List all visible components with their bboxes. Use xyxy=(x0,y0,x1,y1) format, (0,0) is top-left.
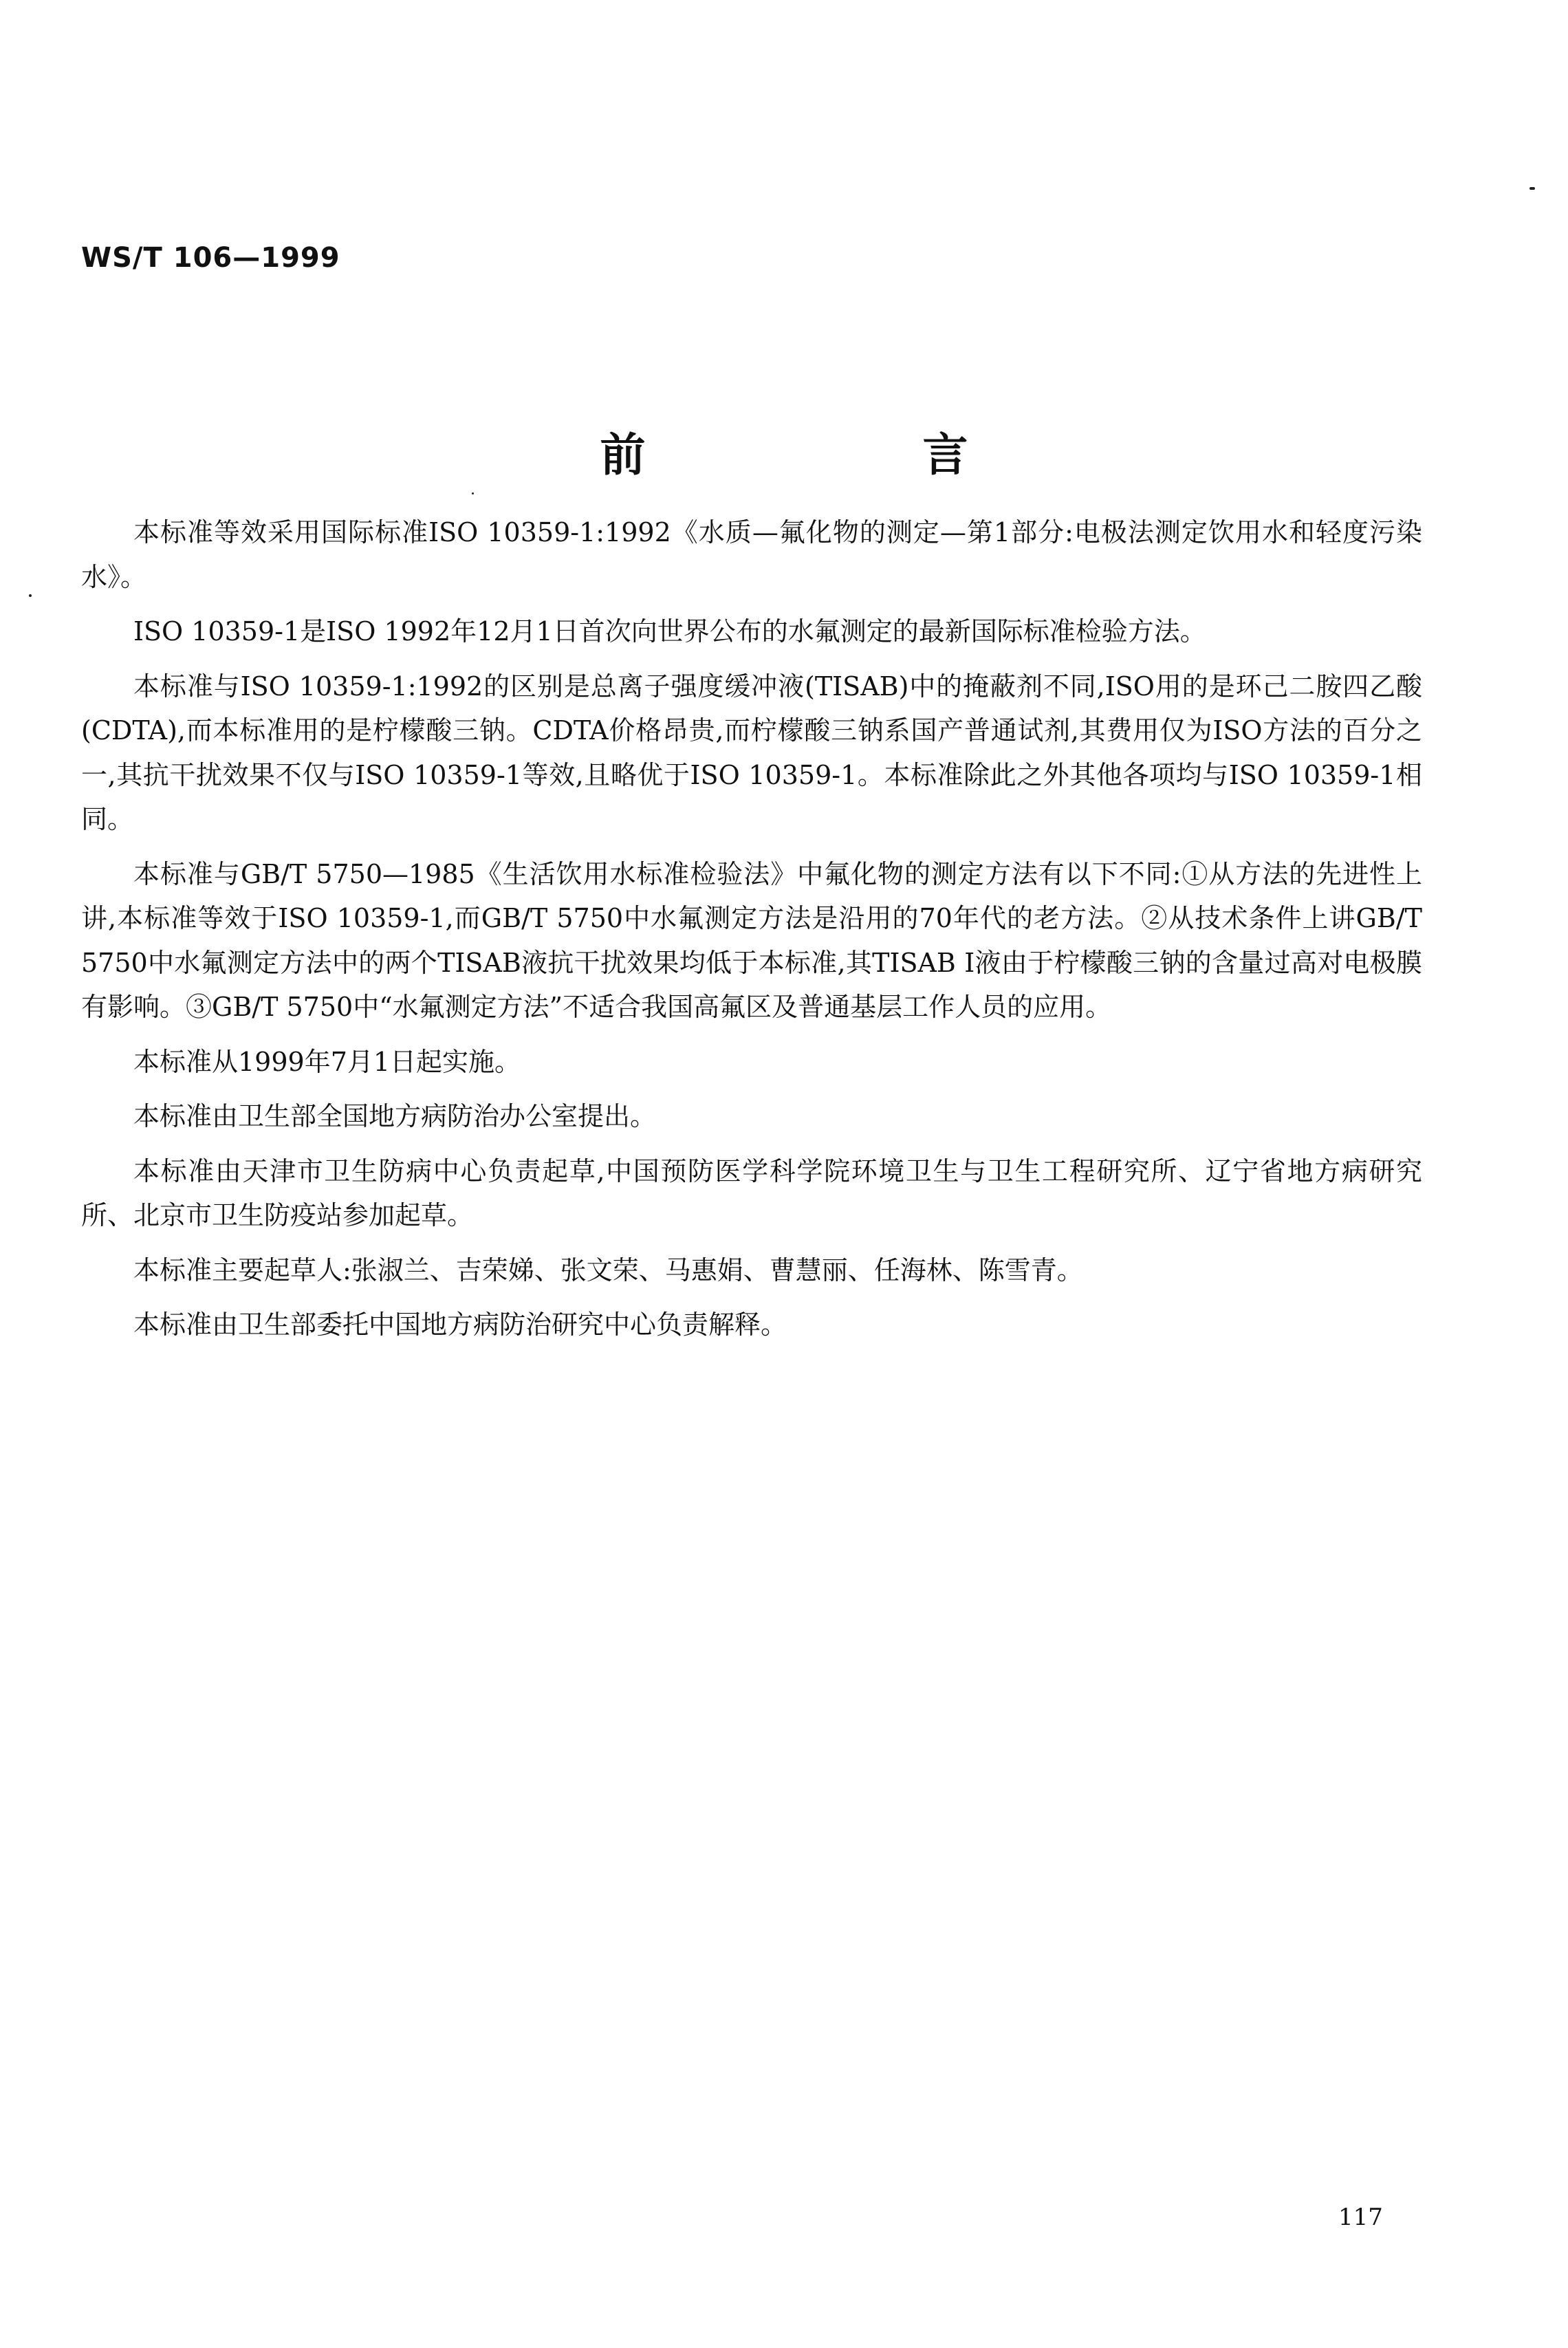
page-title: 前 言 xyxy=(600,428,1099,481)
paragraph-proposer: 本标准由卫生部全国地方病防治办公室提出。 xyxy=(133,1101,657,1131)
page-number: 117 xyxy=(1338,2204,1383,2231)
standard-code: WS/T 106—1999 xyxy=(81,242,340,274)
paragraph-gbt-difference: 本标准与GB/T 5750—1985《生活饮用水标准检验法》中氟化物的测定方法有以下不同:①从方法的先进性上讲,本标准等效于ISO 10359-1,而GB/T 5750中水氟测定方法是沿用的70年代的老方法。②从技术条件上讲GB/T 5750中水氟测定方法中的两个TISAB液抗干扰效果均低于本标准,其TISAB Ⅰ液由于柠檬酸三钠的含量过高对电极膜有影响。③GB/T 5750中“水氟测定方法”不适合我国高氟区及普通基层工作人员的应用。 xyxy=(81,858,1422,1022)
scan-speck xyxy=(29,594,32,597)
scan-speck xyxy=(472,492,474,494)
paragraph-iso-difference: 本标准与ISO 10359-1:1992的区别是总离子强度缓冲液(TISAB)中的掩蔽剂不同,ISO用的是环己二胺四乙酸(CDTA),而本标准用的是柠檬酸三钠。CDTA价格昂贵,而柠檬酸三钠系国产普通试剂,其费用仅为ISO方法的百分之一,其抗干扰效果不仅与ISO 10359-1等效,且略优于ISO 10359-1。本标准除此之外其他各项均与ISO 10359-1相同。 xyxy=(81,671,1422,834)
document-body xyxy=(81,510,1422,1358)
paragraph-drafting-units: 本标准由天津市卫生防病中心负责起草,中国预防医学科学院环境卫生与卫生工程研究所、辽宁省地方病研究所、北京市卫生防疫站参加起草。 xyxy=(81,1155,1422,1230)
scan-speck xyxy=(1529,187,1535,190)
paragraph-interpretation: 本标准由卫生部委托中国地方病防治研究中心负责解释。 xyxy=(133,1309,787,1340)
paragraph-iso-intro: ISO 10359-1是ISO 1992年12月1日首次向世界公布的水氟测定的最新国际标准检验方法。 xyxy=(133,616,1206,646)
paragraph-effective-date: 本标准从1999年7月1日起实施。 xyxy=(133,1046,521,1077)
paragraph-drafters: 本标准主要起草人:张淑兰、吉荣娣、张文荣、马惠娟、曹慧丽、任海林、陈雪青。 xyxy=(133,1254,1083,1285)
paragraph-adoption: 本标准等效采用国际标准ISO 10359-1:1992《水质—氟化物的测定—第1部分:电极法测定饮用水和轻度污染水》。 xyxy=(81,517,1422,592)
